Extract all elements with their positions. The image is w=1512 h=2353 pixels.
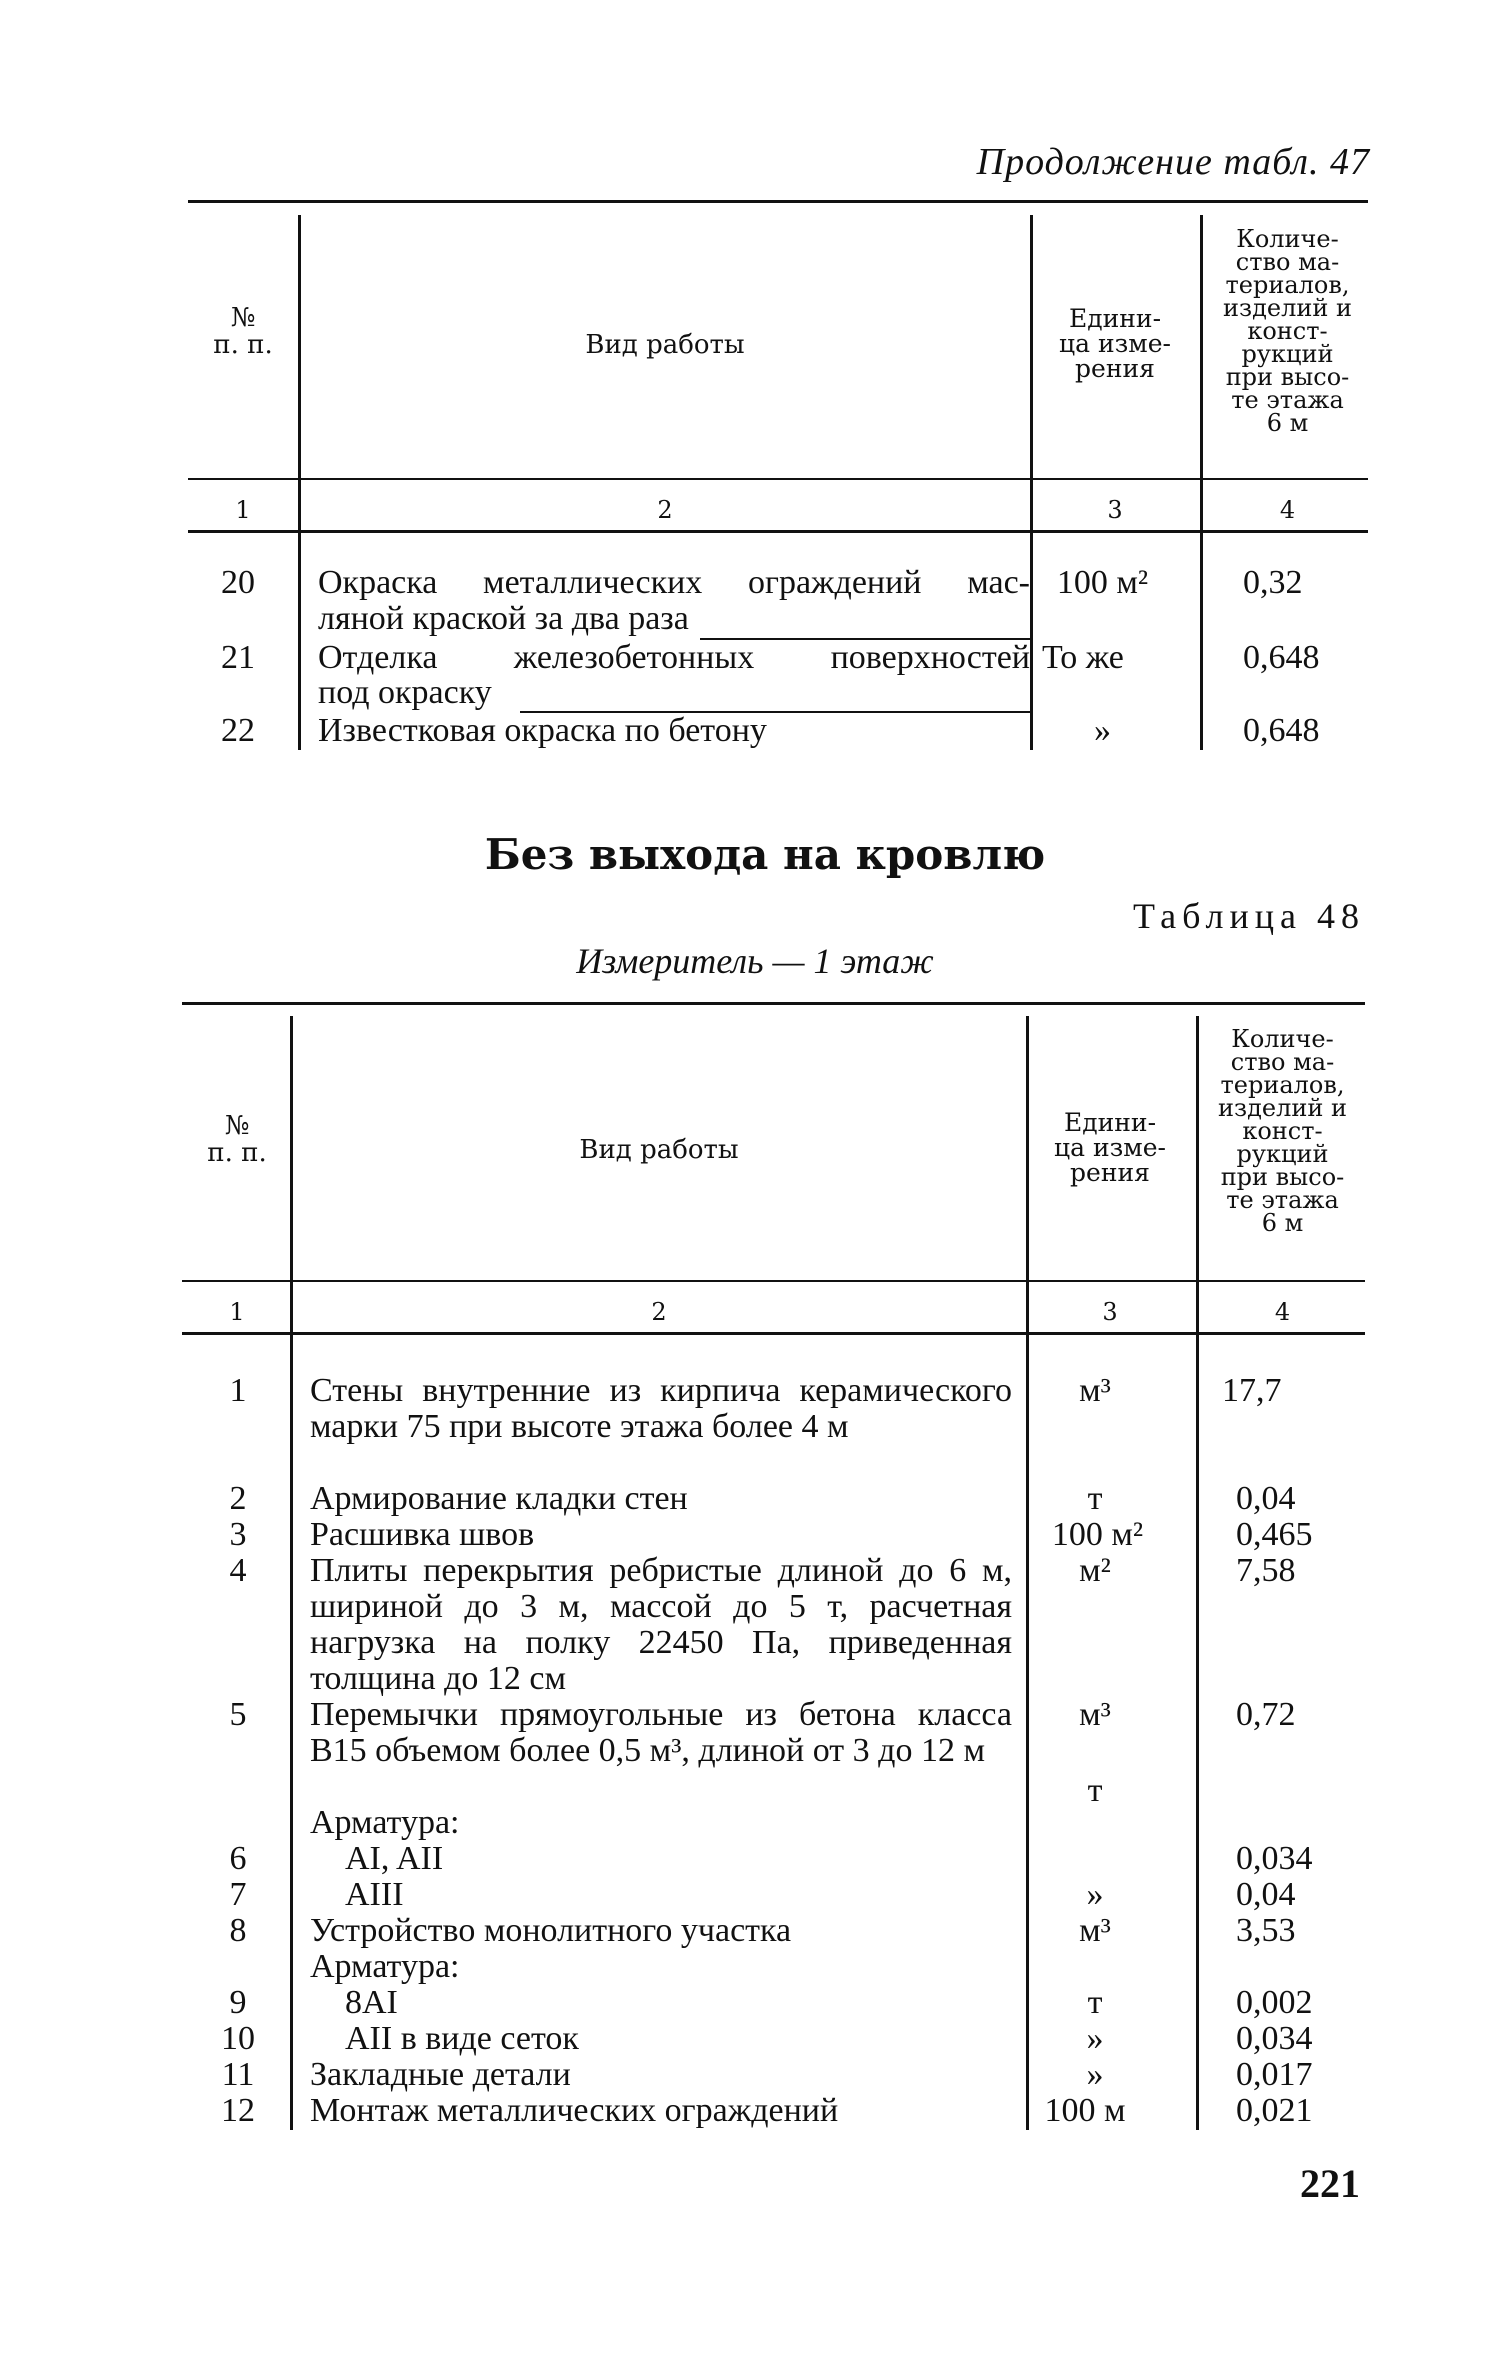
- table47-row-unit: 100 м²: [1056, 564, 1149, 601]
- table48-row-work: 8AI: [345, 1984, 398, 2021]
- table47-header-work: Вид работы: [585, 330, 745, 360]
- table48-colnum-rule: [182, 1332, 1365, 1335]
- table48-row-num: 4: [229, 1552, 247, 1589]
- table47-header-unit: Едини- ца изме- рения: [1059, 304, 1171, 383]
- table48-colnum-3: 3: [1102, 1298, 1118, 1326]
- table48-row-qty: 0,465: [1236, 1516, 1313, 1553]
- table48-vline-1: [290, 1016, 293, 2130]
- table48-row-num: 10: [221, 2020, 255, 2057]
- table48-top-rule: [182, 1002, 1365, 1005]
- table48-row-qty: 0,72: [1236, 1696, 1296, 1733]
- table48-row-num: 6: [229, 1840, 247, 1877]
- table47-row-num: 21: [221, 639, 255, 676]
- table48-row-unit: 100 м²: [1051, 1516, 1144, 1553]
- section-title: Без выхода на кровлю: [484, 830, 1046, 879]
- table48-vline-3: [1196, 1016, 1199, 2130]
- table48-row-qty: 0,017: [1236, 2056, 1313, 2093]
- table48-row-work: AIII: [345, 1876, 404, 1913]
- table48-row-work: Монтаж металлических ограждений: [310, 2092, 839, 2129]
- table48-caption: Таблица 48: [1133, 896, 1365, 936]
- table47-top-rule: [188, 200, 1368, 203]
- table48-row-unit: 100 м: [1044, 2092, 1126, 2129]
- table47-vline-3: [1200, 215, 1203, 750]
- table47-row-work-line: ляной краской за два раза: [318, 600, 689, 637]
- table47-row-unit: То же: [1042, 639, 1124, 676]
- table47-row-qty: 0,32: [1243, 564, 1303, 601]
- table47-colnum-4: 4: [1279, 496, 1296, 524]
- table48-row-qty: 0,002: [1236, 1984, 1313, 2021]
- table48-header-qty: Количе- ство ма- териалов, изделий и конст- рукций при высо- те этажа 6 м: [1218, 1025, 1347, 1237]
- table48-measure: Измеритель — 1 этаж: [576, 941, 934, 981]
- table47-colnum-3: 3: [1107, 496, 1123, 524]
- table48-row-unit: т: [1087, 1984, 1103, 2021]
- table48-row-num: 5: [229, 1696, 247, 1733]
- page-number: 221: [1300, 2161, 1360, 2206]
- table48-row-num: 2: [229, 1480, 247, 1517]
- table47-vline-2: [1030, 215, 1033, 750]
- table48-header-rule: [182, 1280, 1365, 1282]
- table47-header-qty: Количе- ство ма- териалов, изделий и конст- рукций при высо- те этажа 6 м: [1223, 225, 1352, 437]
- table48-row-qty: 17,7: [1222, 1372, 1282, 1409]
- table48-colnum-1: 1: [229, 1298, 245, 1326]
- table48-colnum-4: 4: [1274, 1298, 1291, 1326]
- table48-row-unit: »: [1086, 1876, 1104, 1913]
- table48-row-unit: »: [1086, 2020, 1104, 2057]
- table48-row-unit: м²: [1079, 1552, 1111, 1589]
- table48-header-num: № п. п.: [207, 1111, 267, 1168]
- table48-row-unit: »: [1086, 2056, 1104, 2093]
- table48-row-work: Арматура:: [310, 1948, 460, 1985]
- table48-row-qty: 0,034: [1236, 1840, 1313, 1877]
- table47-row-qty: 0,648: [1243, 712, 1320, 749]
- table48-vline-2: [1026, 1016, 1029, 2130]
- table48-row-unit: м³: [1079, 1912, 1111, 1949]
- table47-colnum-2: 2: [657, 496, 673, 524]
- table47-row-num: 22: [221, 712, 255, 749]
- table47-header-rule: [188, 478, 1368, 480]
- table47-row-work-line: Окраска металлических ограждений мас-: [318, 564, 1030, 601]
- table48-row-qty: 0,021: [1236, 2092, 1313, 2129]
- table48-row-qty: 7,58: [1236, 1552, 1296, 1589]
- table48-row-work: Стены внутренние из кирпича керамического марки 75 при высоте этажа более 4 м: [310, 1372, 1012, 1445]
- table48-row-work: Арматура:: [310, 1804, 460, 1841]
- table48-row-unit: т: [1087, 1772, 1103, 1809]
- table48-header-unit: Едини- ца изме- рения: [1054, 1108, 1166, 1187]
- table47-row-work-line: Известковая окраска по бетону: [318, 712, 767, 749]
- table48-row-num: 3: [229, 1516, 247, 1553]
- table48-row-num: 12: [221, 2092, 255, 2129]
- table48-row-num: 8: [229, 1912, 247, 1949]
- table48-row-unit: м³: [1079, 1372, 1111, 1409]
- table48-row-work: Перемычки прямоугольные из бетона класса B15 объемом более 0,5 м³, длиной от 3 до 12 м: [310, 1696, 1012, 1769]
- table48-colnum-2: 2: [651, 1298, 667, 1326]
- table47-colnum-1: 1: [235, 496, 251, 524]
- table47-row-work-line: под окраску: [318, 674, 492, 711]
- table48-row-work: Армирование кладки стен: [310, 1480, 688, 1517]
- table48-row-qty: 0,04: [1236, 1480, 1296, 1517]
- table48-header-work: Вид работы: [579, 1135, 739, 1165]
- table47-row-work-line: Отделка железобетонных поверхностей: [318, 639, 1030, 676]
- table48-row-work: Устройство монолитного участка: [310, 1912, 792, 1949]
- table47-row-num: 20: [221, 564, 255, 601]
- table47-caption: Продолжение табл. 47: [976, 141, 1370, 183]
- table48-row-qty: 0,04: [1236, 1876, 1296, 1913]
- table47-row-qty: 0,648: [1243, 639, 1320, 676]
- table48-row-work: Плиты перекрытия ребристые длиной до 6 м, шириной до 3 м, массой до 5 т, расчетная нагрузка на полку 22450 Па, приведенная толщина до 12 см: [310, 1552, 1012, 1697]
- table48-row-work: AII в виде сеток: [345, 2020, 579, 2057]
- table48-row-unit: т: [1087, 1480, 1103, 1517]
- table48-row-num: 7: [229, 1876, 247, 1913]
- table48-row-num: 1: [229, 1372, 247, 1409]
- table48-row-qty: 3,53: [1236, 1912, 1296, 1949]
- table48-row-unit: м³: [1079, 1696, 1111, 1733]
- table47-row-unit: »: [1094, 712, 1111, 749]
- table48-row-work: AI, AII: [345, 1840, 444, 1877]
- table48-row-work: Расшивка швов: [310, 1516, 535, 1553]
- table47-header-num: № п. п.: [213, 303, 273, 360]
- table48-row-qty: 0,034: [1236, 2020, 1313, 2057]
- table48-row-num: 9: [229, 1984, 247, 2021]
- table47-vline-1: [298, 215, 301, 750]
- table48-row-num: 11: [221, 2056, 255, 2093]
- table48-row-work: Закладные детали: [310, 2056, 571, 2093]
- table47-colnum-rule: [188, 530, 1368, 533]
